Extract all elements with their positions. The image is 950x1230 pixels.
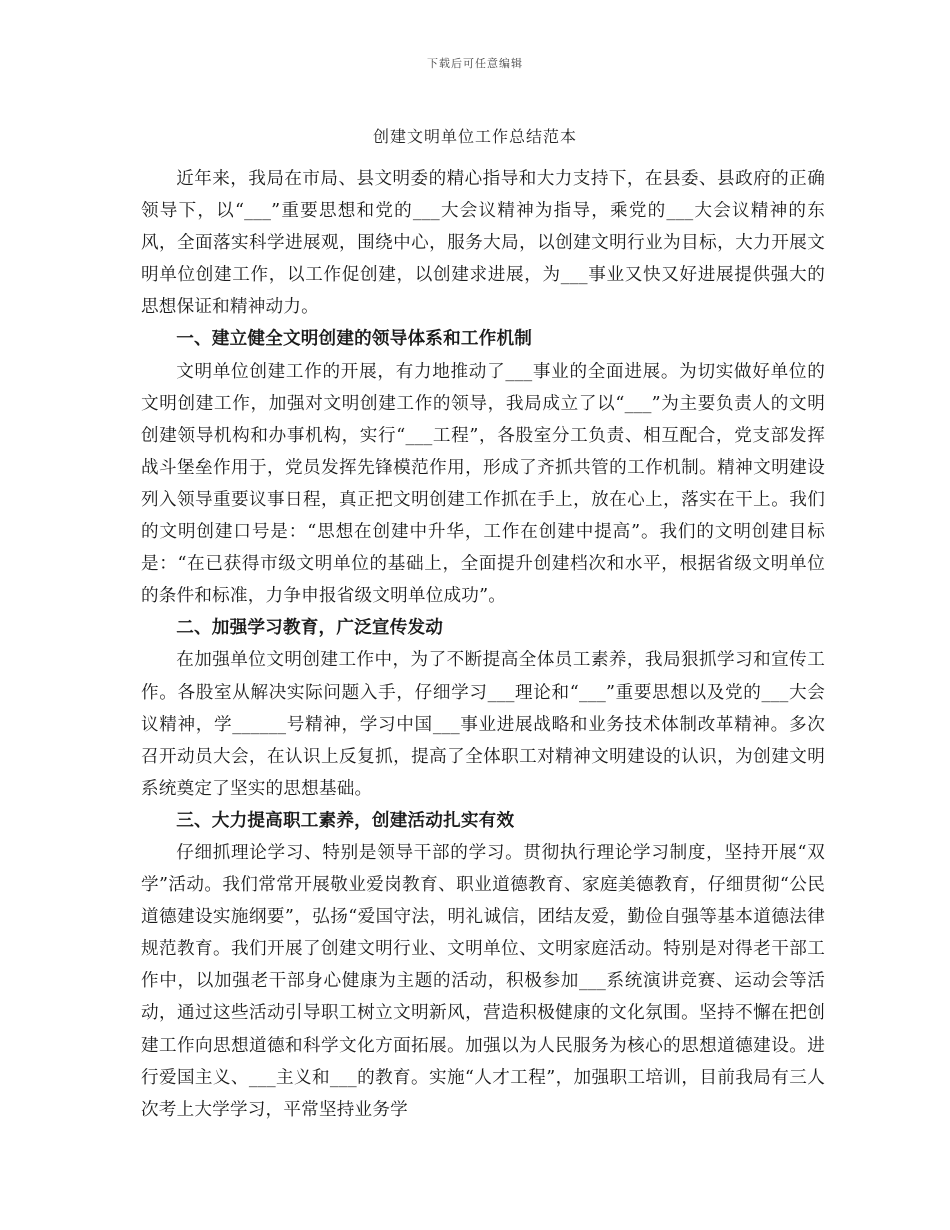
header-note: 下载后可任意编辑 xyxy=(427,57,523,70)
section-heading-3: 三、大力提高职工素养，创建活动扎实有效 xyxy=(176,810,515,831)
section-heading-1: 一、建立健全文明创建的领导体系和工作机制 xyxy=(176,329,533,350)
document-body xyxy=(141,163,825,1126)
document-title: 创建文明单位工作总结范本 xyxy=(372,127,577,146)
section-paragraph-3: 仔细抓理论学习、特别是领导干部的学习。贯彻执行理论学习制度，坚持开展“双学”活动。我们常常开展敬业爱岗教育、职业道德教育、家庭美德教育，仔细贯彻“公民道德建设实施纲要”，弘扬“爱国守法，明礼诚信，团结友爱，勤俭自强等基本道德法律规范教育。我们开展了创建文明行业、文明单位、文明家庭活动。特别是对得老干部工作中，以加强老干部身心健康为主题的活动，积极参加___系统演讲竞赛、运动会等活动，通过这些活动引导职工树立文明新风，营造积极健康的文化氛围。坚持不懈在把创建工作向思想道德和科学文化方面拓展。加强以为人民服务为核心的思想道德建设。进行爱国主义、___主义和___的教育。实施“人才工程”，加强职工培训，目前我局有三人次考上大学学习，平常坚持业务学 xyxy=(141,842,825,1120)
intro-paragraph: 近年来，我局在市局、县文明委的精心指导和大力支持下，在县委、县政府的正确领导下，以“___”重要思想和党的___大会议精神为指导，乘党的___大会议精神的东风，全面落实科学进展观，围绕中心，服务大局，以创建文明行业为目标，大力开展文明单位创建工作，以工作促创建，以创建求进展，为___事业又快又好进展提供强大的思想保证和精神动力。 xyxy=(141,169,825,318)
section-paragraph-2: 在加强单位文明创建工作中，为了不断提高全体员工素养，我局狠抓学习和宣传工作。各股室从解决实际问题入手，仔细学习___理论和“___”重要思想以及党的___大会议精神，学______号精神，学习中国___事业进展战略和业务技术体制改革精神。多次召开动员大会，在认识上反复抓，提高了全体职工对精神文明建设的认识，为创建文明系统奠定了坚实的思想基础。 xyxy=(141,650,825,799)
section-heading-2: 二、加强学习教育，广泛宣传发动 xyxy=(176,618,444,639)
section-paragraph-1: 文明单位创建工作的开展，有力地推动了___事业的全面进展。为切实做好单位的文明创建工作，加强对文明创建工作的领导，我局成立了以“___”为主要负责人的文明创建领导机构和办事机构，实行“___工程”，各股室分工负责、相互配合，党支部发挥战斗堡垒作用于，党员发挥先锋模范作用，形成了齐抓共管的工作机制。精神文明建设列入领导重要议事日程，真正把文明创建工作抓在手上，放在心上，落实在干上。我们的文明创建口号是：“思想在创建中升华，工作在创建中提高”。我们的文明创建目标是：“在已获得市级文明单位的基础上，全面提升创建档次和水平，根据省级文明单位的条件和标准，力争申报省级文明单位成功”。 xyxy=(141,361,825,607)
